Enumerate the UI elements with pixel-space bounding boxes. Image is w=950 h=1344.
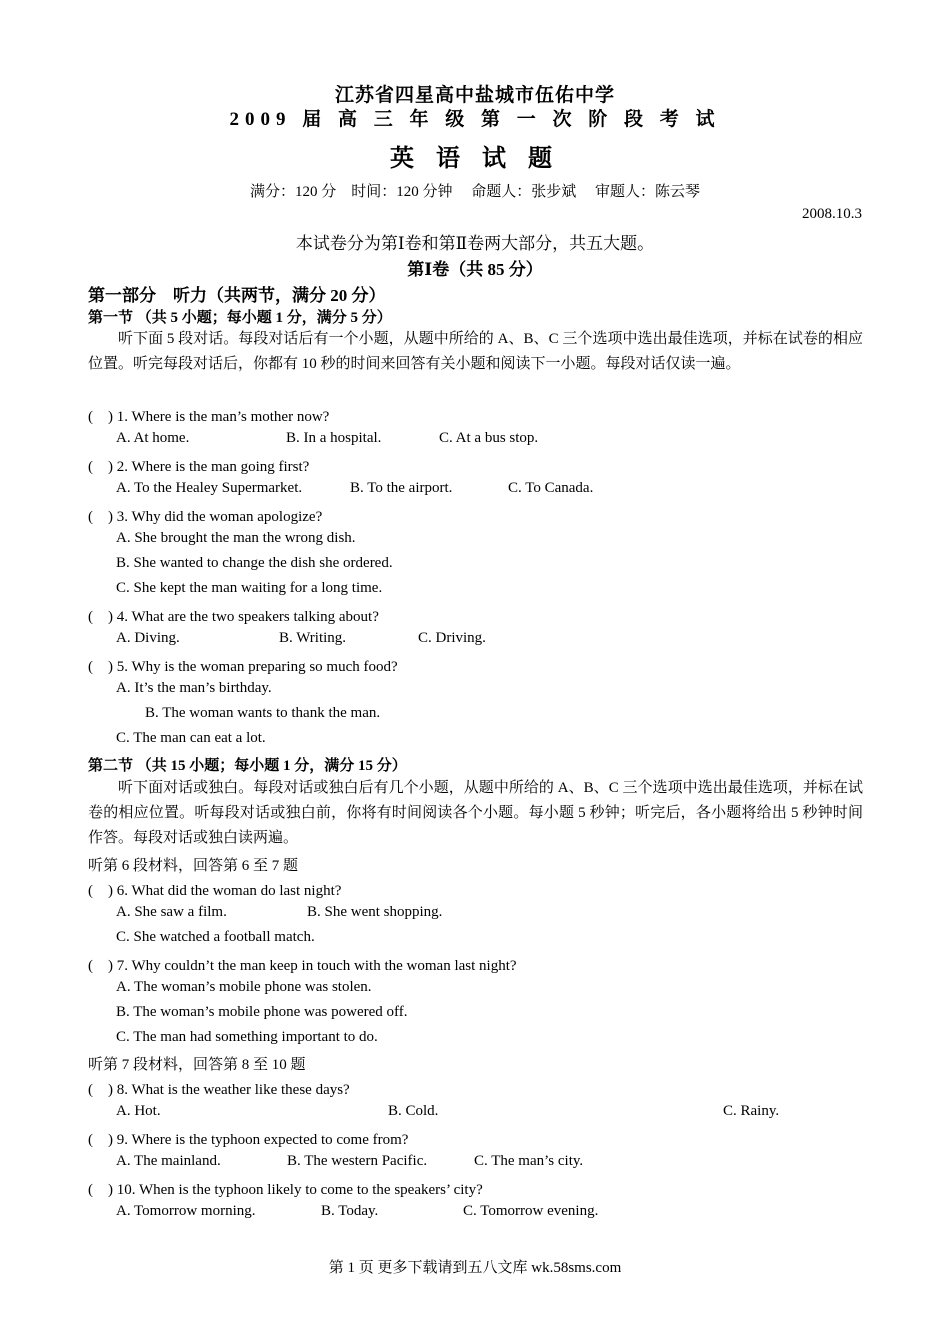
q8-option-a: A. Hot.: [116, 1103, 161, 1119]
q4-option-b: B. Writing.: [279, 630, 347, 646]
q7-option-b: B. The woman’s mobile phone was powered off.: [116, 1004, 408, 1020]
q3-option-b: B. She wanted to change the dish she ordered.: [116, 555, 393, 571]
question-2: ( ) 2. Where is the man going first?: [88, 459, 310, 475]
question-3: ( ) 3. Why did the woman apologize?: [88, 509, 323, 525]
q9-option-c: C. The man’s city.: [474, 1153, 584, 1169]
section-1-heading: 第一节 （共 5 小题；每小题 1 分，满分 5 分）: [88, 310, 392, 326]
q7-option-c: C. The man had something important to do.: [116, 1029, 378, 1045]
q5-option-c: C. The man can eat a lot.: [116, 730, 266, 746]
material-6-note: 听第 6 段材料，回答第 6 至 7 题: [88, 858, 299, 874]
question-10: ( ) 10. When is the typhoon likely to come to the speakers’ city?: [88, 1182, 483, 1198]
q3-option-a: A. She brought the man the wrong dish.: [116, 530, 356, 546]
question-5: ( ) 5. Why is the woman preparing so much food?: [88, 659, 398, 675]
q5-option-b: B. The woman wants to thank the man.: [145, 705, 381, 721]
section-2-instructions: 听下面对话或独白。每段对话或独白后有几个小题，从题中所给的 A、B、C 三个选项中选出最佳选项，并标在试卷的相应位置。听每段对话或独白前，你将有时间阅读各个小题。每小题 5 秒钟；听完后，各小题将给出 5 秒钟时间作答。每段对话或独白读两遍。: [88, 780, 863, 846]
exam-date: 2008.10.3: [802, 206, 862, 222]
question-9: ( ) 9. Where is the typhoon expected to come from?: [88, 1132, 409, 1148]
q5-option-a: A. It’s the man’s birthday.: [116, 680, 272, 696]
q3-option-c: C. She kept the man waiting for a long time.: [116, 580, 383, 596]
q8-option-c: C. Rainy.: [723, 1103, 780, 1119]
section-1-instructions: 听下面 5 段对话。每段对话后有一个小题，从题中所给的 A、B、C 三个选项中选出最佳选项，并标在试卷的相应位置。听完每段对话后，你都有 10 秒的时间来回答有关小题和阅读下一小题。每段对话仅读一遍。: [88, 331, 863, 372]
exam-title: 2009 届 高 三 年 级 第 一 次 阶 段 考 试: [229, 109, 721, 130]
exam-meta: 满分：120 分 时间：120 分钟 命题人：张步斌 审题人：陈云琴: [249, 184, 700, 200]
question-8: ( ) 8. What is the weather like these days?: [88, 1082, 350, 1098]
material-7-note: 听第 7 段材料，回答第 8 至 10 题: [88, 1057, 306, 1073]
q9-option-a: A. The mainland.: [116, 1153, 221, 1169]
q6-option-c: C. She watched a football match.: [116, 929, 315, 945]
subject-title: 英 语 试 题: [390, 146, 560, 172]
part-1-heading: 第一部分 听力（共两节，满分 20 分）: [88, 286, 386, 305]
exam-intro: 本试卷分为第Ⅰ卷和第Ⅱ卷两大部分，共五大题。: [295, 234, 655, 253]
volume-1-heading: 第Ⅰ卷（共 85 分）: [407, 260, 543, 279]
school-title: 江苏省四星高中盐城市伍佑中学: [334, 85, 615, 106]
q7-option-a: A. The woman’s mobile phone was stolen.: [116, 979, 372, 995]
question-1: ( ) 1. Where is the man’s mother now?: [88, 409, 330, 425]
section-2-heading: 第二节 （共 15 小题；每小题 1 分，满分 15 分）: [88, 758, 407, 774]
q2-option-a: A. To the Healey Supermarket.: [116, 480, 303, 496]
q6-option-a: A. She saw a film.: [116, 904, 227, 920]
q1-option-c: C. At a bus stop.: [439, 430, 539, 446]
q10-option-a: A. Tomorrow morning.: [116, 1203, 256, 1219]
question-4: ( ) 4. What are the two speakers talking about?: [88, 609, 379, 625]
q4-option-c: C. Driving.: [418, 630, 486, 646]
q1-option-b: B. In a hospital.: [286, 430, 382, 446]
q10-option-c: C. Tomorrow evening.: [463, 1203, 599, 1219]
q4-option-a: A. Diving.: [116, 630, 180, 646]
page-footer: 第 1 页 更多下载请到五八文库 wk.58sms.com: [328, 1260, 622, 1276]
q6-option-b: B. She went shopping.: [307, 904, 443, 920]
q2-option-c: C. To Canada.: [508, 480, 594, 496]
q1-option-a: A. At home.: [116, 430, 190, 446]
q8-option-b: B. Cold.: [388, 1103, 439, 1119]
q9-option-b: B. The western Pacific.: [287, 1153, 428, 1169]
q2-option-b: B. To the airport.: [350, 480, 453, 496]
question-7: ( ) 7. Why couldn’t the man keep in touch with the woman last night?: [88, 958, 517, 974]
q10-option-b: B. Today.: [321, 1203, 379, 1219]
question-6: ( ) 6. What did the woman do last night?: [88, 883, 342, 899]
